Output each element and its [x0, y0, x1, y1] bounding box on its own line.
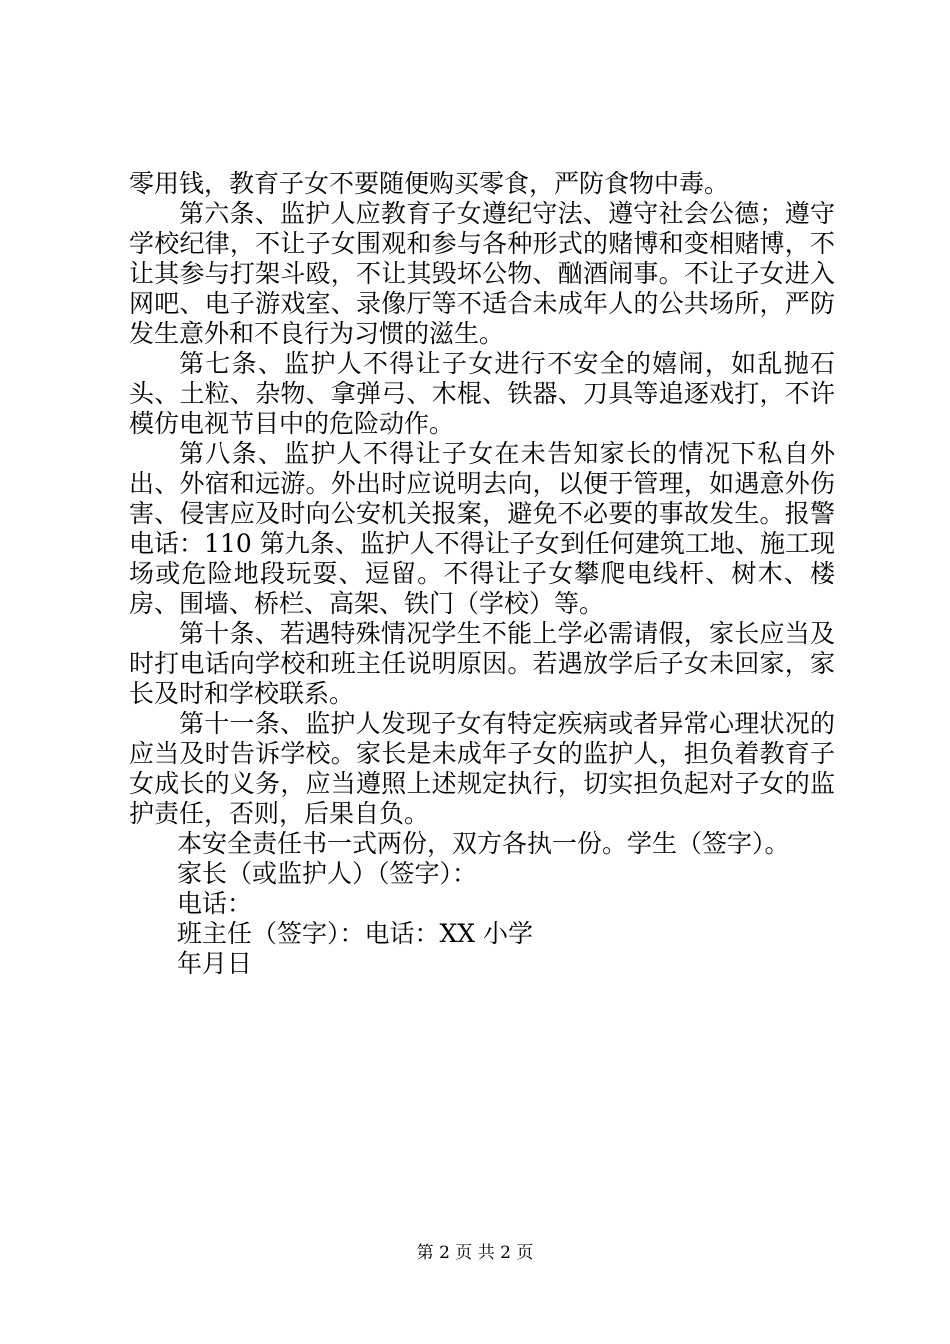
signature-line-copies: 本安全责任书一式两份，双方各执一份。学生（签字）。	[177, 829, 790, 858]
signature-line-teacher: 班主任（签字）：电话：XX 小学	[177, 919, 534, 948]
paragraph-article-8-9: 第八条、监护人不得让子女在未告知家长的情况下私自外出、外宿和远游。外出时应说明去向，以便于管理，如遇意外伤害、侵害应及时向公安机关报案，避免不必要的事故发生。报警电话：110 第九条、监护人不得让子女到任何建筑工地、施工现场或危险地段玩耍、逗留。不得让子女攀爬电线杆、树木、楼房、围墙、桥栏、高架、铁门（学校）等。	[129, 439, 835, 618]
paragraph-article-10: 第十条、若遇特殊情况学生不能上学必需请假，家长应当及时打电话向学校和班主任说明原因。若遇放学后子女未回家，家长及时和学校联系。	[129, 619, 835, 708]
paragraph-article-11: 第十一条、监护人发现子女有特定疾病或者异常心理状况的应当及时告诉学校。家长是未成年子女的监护人，担负着教育子女成长的义务，应当遵照上述规定执行，切实担负起对子女的监护责任，否则，后果自负。	[129, 709, 835, 828]
paragraph-article-7: 第七条、监护人不得让子女进行不安全的嬉闹，如乱抛石头、土粒、杂物、拿弹弓、木棍、铁器、刀具等追逐戏打，不许模仿电视节目中的危险动作。	[129, 349, 835, 438]
document-body	[129, 169, 835, 979]
page-footer: 第 2 页 共 2 页	[416, 1243, 534, 1263]
signature-line-date: 年月日	[177, 949, 253, 978]
paragraph-article-6: 第六条、监护人应教育子女遵纪守法、遵守社会公德；遵守学校纪律，不让子女围观和参与各种形式的赌博和变相赌博，不让其参与打架斗殴，不让其毁坏公物、酗酒闹事。不让子女进入网吧、电子游戏室、录像厅等不适合未成年人的公共场所，严防发生意外和不良行为习惯的滋生。	[129, 199, 835, 348]
signature-line-phone: 电话：	[177, 889, 253, 918]
paragraph-continuation: 零用钱，教育子女不要随便购买零食，严防食物中毒。	[129, 169, 730, 198]
signature-line-parent: 家长（或监护人）（签字）：	[177, 859, 478, 888]
